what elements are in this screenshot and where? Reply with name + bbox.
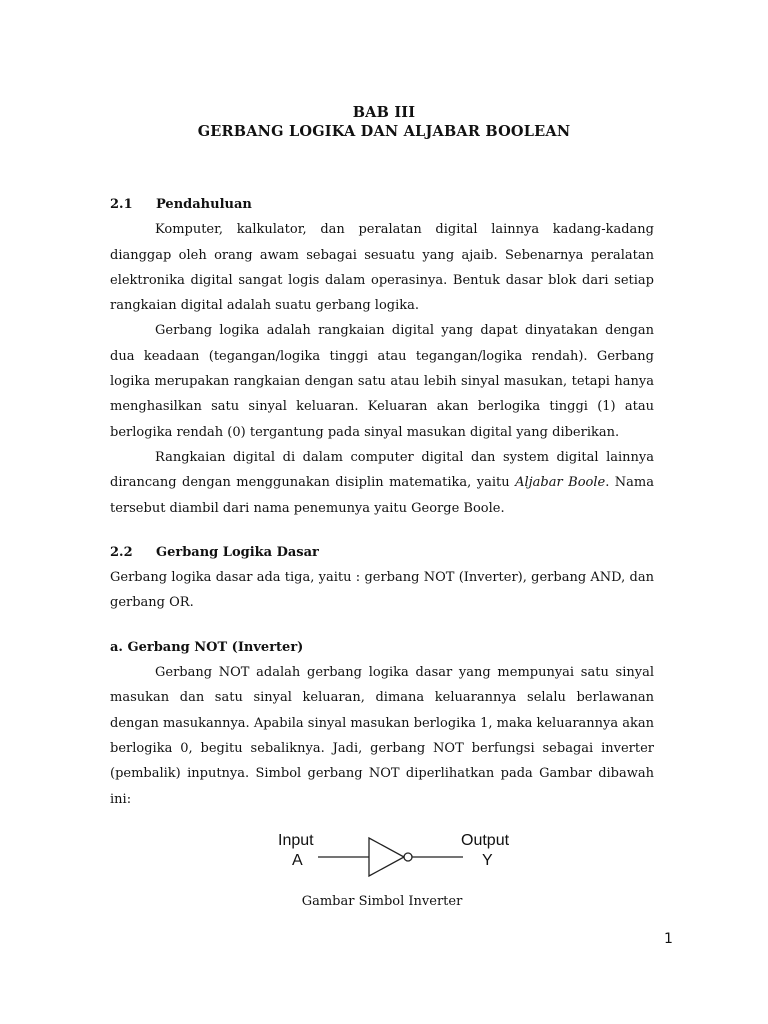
aljabar-boole-term: Aljabar Boole	[515, 475, 606, 491]
paragraph-intro-3	[110, 445, 654, 521]
paragraph-basic-gates: Gerbang logika dasar ada tiga, yaitu : gerbang NOT (Inverter), gerbang AND, dan gerbang OR.	[110, 570, 654, 611]
section-title: Pendahuluan	[156, 197, 252, 212]
spacer	[110, 616, 654, 635]
figure-caption: Gambar Simbol Inverter	[301, 893, 463, 909]
output-variable: Y	[482, 851, 493, 869]
paragraph-not-gate: Gerbang NOT adalah gerbang logika dasar yang mempunyai satu sinyal masukan dan satu sinyal keluaran, dimana keluarannya selalu berlawanan dengan masukannya. Apabila sinyal masukan berlogika 1, maka keluarannya akan berlogika 0, begitu sebaliknya. Jadi, gerbang NOT berfungsi sebagai inverter (pembalik) inputnya. Simbol gerbang NOT diperlihatkan pada Gambar dibawah ini:	[110, 665, 655, 807]
section-number: 2.2	[110, 544, 133, 560]
section-title: Gerbang Logika Dasar	[156, 544, 319, 560]
document-body	[110, 192, 654, 914]
section-heading-2-2	[110, 540, 654, 565]
subsection-heading-not: a. Gerbang NOT (Inverter)	[110, 639, 304, 655]
page-number: 1	[664, 931, 673, 947]
paragraph-intro-3-end: . Nama tersebut diambil dari nama penemunya yaitu George Boole.	[110, 475, 654, 516]
paragraph-intro-3-start: Rangkaian digital di dalam computer digital dan system digital lainnya dirancang dengan menggunakan disiplin matematika, yaitu	[110, 449, 654, 491]
paragraph-intro-1: Komputer, kalkulator, dan peralatan digital lainnya kadang-kadang dianggap oleh orang awam sebagai sesuatu yang ajaib. Sebenarnya peralatan elektronika digital sangat logis dalam operasinya. Bentuk dasar blok dari setiap rangkaian digital adalah suatu gerbang logika.	[110, 222, 654, 314]
inverter-symbol	[110, 827, 654, 883]
inverter-bubble	[404, 853, 412, 861]
spacer	[110, 521, 654, 540]
paragraph-intro-2: Gerbang logika adalah rangkaian digital yang dapat dinyatakan dengan dua keadaan (tegangan/logika tinggi atau tegangan/logika rendah). Gerbang logika merupakan rangkaian dengan satu atau lebih sinyal masukan, tetapi hanya menghasilkan satu sinyal keluaran. Keluaran akan berlogika tinggi (1) atau berlogika rendah (0) tergantung pada sinyal masukan digital yang diberikan.	[110, 323, 654, 440]
section-number: 2.1	[110, 197, 133, 212]
input-variable: A	[292, 851, 303, 869]
output-label: Output	[461, 831, 510, 849]
chapter-title: GERBANG LOGIKA DAN ALJABAR BOOLEAN	[197, 123, 571, 140]
inverter-triangle	[369, 838, 404, 876]
not-gate-figure	[110, 827, 654, 883]
section-heading-2-1	[110, 192, 654, 217]
chapter-label: BAB III	[352, 104, 416, 121]
input-label: Input	[278, 831, 314, 849]
